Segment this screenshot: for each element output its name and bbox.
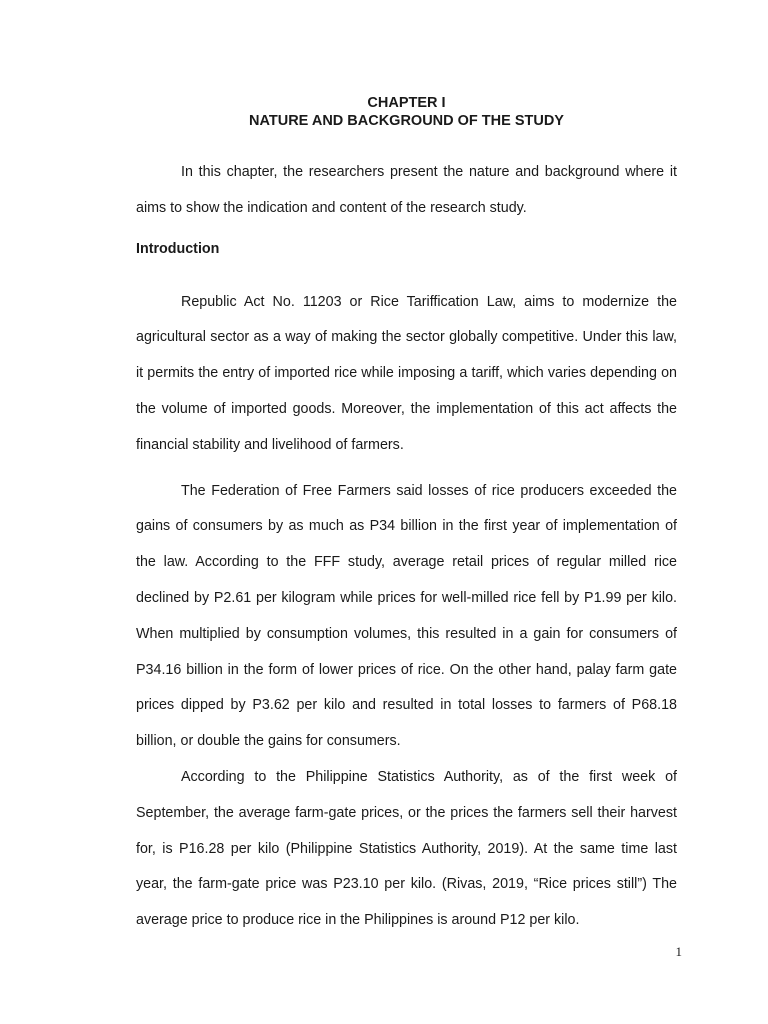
page-number: 1 — [675, 944, 682, 959]
chapter-label: CHAPTER I — [367, 95, 446, 111]
body-paragraph-3: According to the Philippine Statistics Authority, as of the first week of September, the average farm-gate prices, or the prices the farmers sell their harvest for, is P16.28 per kilo (Philippine Statistics Authority, 2019). At the same time last year, the farm-gate price was P23.10 per kilo. (Rivas, 2019, “Rice prices still”) The average price to produce rice in the Philippines is around P12 per kilo. — [136, 768, 677, 929]
page-content — [136, 94, 677, 939]
chapter-title: NATURE AND BACKGROUND OF THE STUDY — [249, 113, 564, 129]
body-paragraph-1: Republic Act No. 11203 or Rice Tariffication Law, aims to modernize the agricultural sector as a way of making the sector globally competitive. Under this law, it permits the entry of imported rice while imposing a tariff, which varies depending on the volume of imported goods. Moreover, the implementation of this act affects the financial stability and livelihood of farmers. — [136, 293, 677, 453]
section-title-introduction: Introduction — [136, 240, 220, 257]
chapter-intro-paragraph: In this chapter, the researchers present the nature and background where it aims to show the indication and content of the research study. — [136, 164, 677, 216]
body-paragraph-2: The Federation of Free Farmers said losses of rice producers exceeded the gains of consumers by as much as P34 billion in the first year of implementation of the law. According to the FFF study, average retail prices of regular milled rice declined by P2.61 per kilogram while prices for well-milled rice fell by P1.99 per kilo. When multiplied by consumption volumes, this resulted in a gain for consumers of P34.16 billion in the form of lower prices of rice. On the other hand, palay farm gate prices dipped by P3.62 per kilo and resulted in total losses to farmers of P68.18 billion, or double the gains for consumers. — [136, 482, 677, 750]
